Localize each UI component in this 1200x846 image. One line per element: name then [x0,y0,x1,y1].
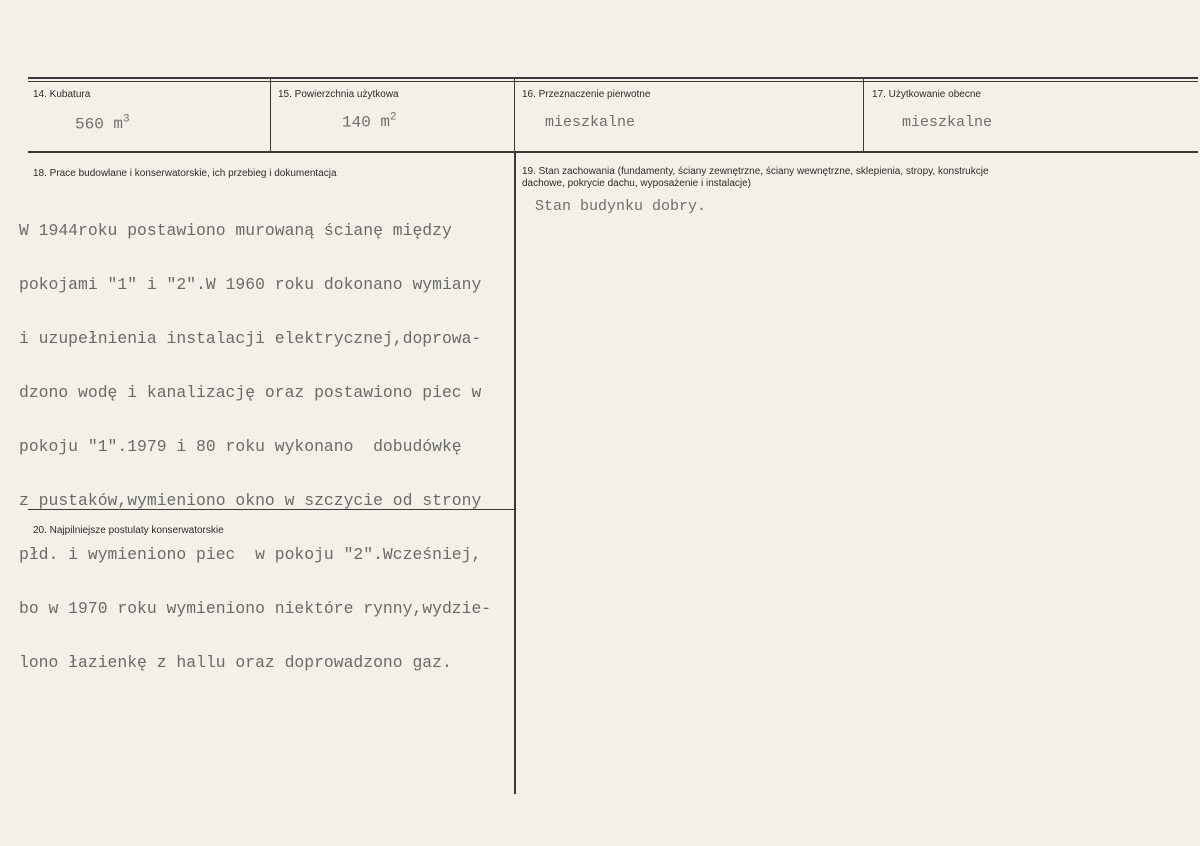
postulaty-label: 20. Najpilniejsze postulaty konserwatorskie [33,525,224,536]
kubatura-value [75,114,130,133]
uzytkowanie-label: 17. Użytkowanie obecne [872,89,981,100]
kubatura-number: 560 [75,115,104,134]
prace-line: W 1944roku postawiono murowaną ścianę między [19,221,452,240]
przeznaczenie-label: 16. Przeznaczenie pierwotne [522,89,651,100]
prace-line: pokojami "1" i "2".W 1960 roku dokonano wymiany [19,275,482,294]
przeznaczenie-value: mieszkalne [545,114,636,131]
prace-line: pokoju "1".1979 i 80 roku wykonano dobudówkę [19,437,462,456]
prace-line: lono łazienkę z hallu oraz doprowadzono gaz. [19,653,452,672]
stan-value: Stan budynku dobry. [535,198,707,215]
uzytkowanie-value: mieszkalne [902,114,993,131]
divider-14-15 [270,79,271,152]
kubatura-unit: $m^3$ [113,114,130,134]
powierzchnia-label: 15. Powierzchnia użytkowa [278,89,399,100]
divider-16-17 [863,79,864,152]
top-rule-inner [28,81,1198,82]
top-rule [28,77,1198,79]
prace-line: płd. i wymieniono piec w pokoju "2".Wcześniej, [19,545,482,564]
prace-label: 18. Prace budowlane i konserwatorskie, ich przebieg i dokumentacja [33,168,337,179]
prace-line: z pustaków,wymieniono okno w szczycie od strony [19,491,482,510]
stan-label: 19. Stan zachowania (fundamenty, ściany zewnętrzne, ściany wewnętrzne, sklepienia, stropy, konstrukcje dachowe, pokrycie dachu, wyposażenie i instalacje) [522,166,989,189]
kubatura-label: 14. Kubatura [33,89,91,100]
prace-text [19,186,491,708]
row1-rule [28,151,1198,153]
prace-line: bo w 1970 roku wymieniono niektóre rynny,wydzie- [19,599,492,618]
prace-line: dzono wodę i kanalizację oraz postawiono piec w [19,383,482,402]
powierzchnia-unit: $m^2$ [380,112,397,132]
powierzchnia-number: 140 [342,113,371,132]
prace-line: i uzupełnienia instalacji elektrycznej,doprowa- [19,329,482,348]
divider-main [514,152,516,794]
divider-15-16 [514,79,515,152]
powierzchnia-value [342,112,397,131]
